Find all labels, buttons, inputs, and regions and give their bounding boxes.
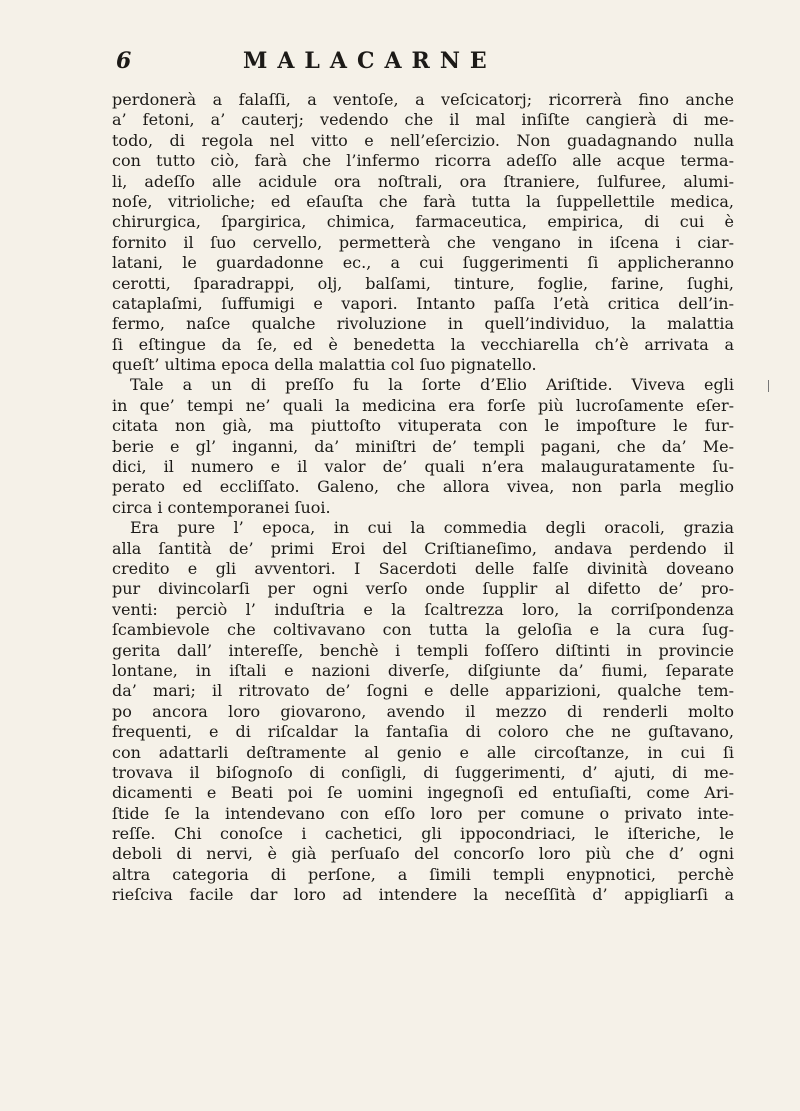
text-line: fermo, naſce qualche rivoluzione in quell’individuo, la malattia [112, 314, 734, 334]
text-line: lontane, in iſtali e nazioni diverſe, diſgiunte da’ fiumi, ſeparate [112, 660, 734, 680]
page-number: 6 [116, 48, 132, 74]
text-line: reſſe. Chi conoſce i cachetici, gli ippocondriaci, le iſteriche, le [112, 824, 734, 844]
text-line: ſi eſtingue da ſe, ed è benedetta la vecchiarella ch’è arrivata a [112, 334, 734, 354]
text-line: gerita dall’ intereſſe, benchè i templi foſſero diſtinti in provincie [112, 640, 734, 660]
text-line: fornito il ſuo cervello, permetterà che vengano in iſcena i ciar- [112, 232, 734, 252]
margin-mark [768, 380, 769, 392]
text-line: Era pure l’ epoca, in cui la commedia degli oracoli, grazia [130, 518, 734, 538]
page-header [108, 48, 738, 82]
text-line: cerotti, ſparadrappi, olj, balſami, tinture, foglie, farine, ſughi, [112, 273, 734, 293]
text-line: latani, le guardadonne ec., a cui ſuggerimenti ſi applicheranno [112, 253, 734, 273]
text-line: credito e gli avventori. I Sacerdoti delle falſe divinità doveano [112, 558, 734, 578]
text-line: todo, di regola nel vitto e nell’eſercizio. Non guadagnando nulla [112, 130, 734, 150]
text-line: chirurgica, ſpargirica, chimica, farmaceutica, empirica, di cui è [112, 212, 734, 232]
text-line: perato ed eccliſſato. Galeno, che allora vivea, non parla meglio [112, 477, 734, 497]
text-line: frequenti, e di riſcaldar la fantaſia di coloro che ne guſtavano, [112, 722, 734, 742]
text-line: circa i contemporanei ſuoi. [112, 497, 331, 517]
text-line: alla ſantità de’ primi Eroi del Criſtianeſimo, andava perdendo il [112, 538, 734, 558]
text-line: queſt’ ultima epoca della malattia col ſuo pignatello. [112, 355, 537, 375]
text-line: rieſciva facile dar loro ad intendere la neceſſità d’ appigliarſi a [112, 885, 734, 905]
text-line: li, adeſſo alle acidule ora noſtrali, ora ſtraniere, ſulfuree, alumi- [112, 171, 734, 191]
text-line: con adattarli deſtramente al genio e alle circoſtanze, in cui ſi [112, 742, 734, 762]
text-line: trovava il biſognoſo di conſigli, di ſuggerimenti, d’ ajuti, di me- [112, 762, 734, 782]
text-line: a’ fetoni, a’ cauterj; vedendo che il mal inſiſte cangierà di me- [112, 110, 734, 130]
text-line: venti: perciò l’ induſtria e la ſcaltrezza loro, la corriſpondenza [112, 599, 734, 619]
text-line: ſcambievole che coltivavano con tutta la geloſia e la cura ſug- [112, 620, 734, 640]
body-text [112, 90, 734, 906]
running-head: MALACARNE [243, 48, 497, 74]
text-line: dicamenti e Beati poi ſe uomini ingegnoſi ed entuſiaſti, come Ari- [112, 783, 734, 803]
text-line: Tale a un di preſſo fu la ſorte d’Elio Ariſtide. Viveva egli [130, 375, 734, 395]
text-line: ſtide ſe la intendevano con eſſo loro per comune o privato inte- [112, 803, 734, 823]
text-line: perdonerà a falaſſi, a ventoſe, a veſcicatorj; ricorrerà fino anche [112, 90, 734, 109]
text-line: con tutto ciò, farà che l’infermo ricorra adeſſo alle acque terma- [112, 151, 734, 171]
text-line: berie e gl’ inganni, da’ miniſtri de’ templi pagani, che da’ Me- [112, 436, 734, 456]
text-line: citata non già, ma piuttoſto vituperata con le impoſture le fur- [112, 416, 734, 436]
text-line: dici, il numero e il valor de’ quali n’era malauguratamente ſu- [112, 457, 734, 477]
text-line: altra categoria di perſone, a ſimili templi enypnotici, perchè [112, 864, 734, 884]
text-line: deboli di nervi, è già perſuaſo del concorſo loro più che d’ ogni [112, 844, 734, 864]
text-line: da’ mari; il ritrovato de’ ſogni e delle apparizioni, qualche tem- [112, 681, 734, 701]
text-line: po ancora loro giovarono, avendo il mezzo di renderli molto [112, 701, 734, 721]
text-line: noſe, vitrioliche; ed eſauſta che farà tutta la ſuppellettile medica, [112, 191, 734, 211]
text-line: in que’ tempi ne’ quali la medicina era forſe più lucroſamente eſer- [112, 395, 734, 415]
text-line: pur divincolarſi per ogni verſo onde ſupplir al difetto de’ pro- [112, 579, 734, 599]
text-line: cataplaſmi, ſuffumigi e vapori. Intanto paſſa l’età critica dell’in- [112, 293, 734, 313]
